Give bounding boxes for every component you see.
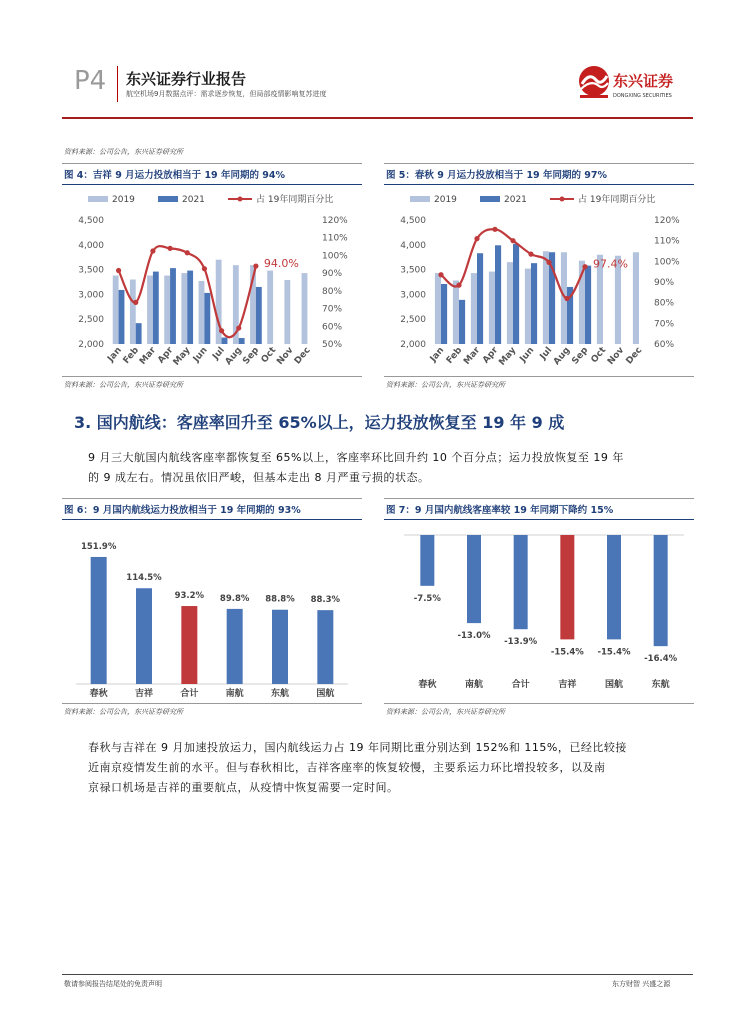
data-label: 88.3% xyxy=(310,595,341,606)
left-tick-label: 2,000 xyxy=(400,340,426,350)
category-label: 国航 xyxy=(604,680,624,690)
legend-swatch-1 xyxy=(480,196,500,202)
bar-2019 xyxy=(164,276,170,344)
x-tick-label: Apr xyxy=(481,345,501,366)
x-tick-label: May xyxy=(497,345,519,368)
x-tick-label: Mar xyxy=(138,345,159,367)
fig6-top-rule xyxy=(62,498,362,499)
left-tick-label: 4,500 xyxy=(78,216,104,226)
left-tick-label: 3,500 xyxy=(78,265,104,276)
bar-2019 xyxy=(543,251,549,344)
pct-annotation: 97.4% xyxy=(593,257,628,271)
bar-2019 xyxy=(181,273,187,344)
right-tick-label: 100% xyxy=(654,257,680,268)
data-label: -15.4% xyxy=(597,647,631,658)
category-label: 东航 xyxy=(270,689,290,699)
pct-point xyxy=(582,264,587,269)
category-label: 南航 xyxy=(225,689,244,699)
x-tick-label: Dec xyxy=(292,345,313,367)
data-label: 93.2% xyxy=(174,591,205,602)
bar-2019 xyxy=(302,273,308,344)
fig4-source: 资料来源：公司公告，东兴证券研究所 xyxy=(64,381,183,389)
bar-2019 xyxy=(471,273,477,344)
right-tick-label: 60% xyxy=(654,340,675,350)
right-tick-label: 120% xyxy=(654,216,680,226)
fig7-bottom-rule xyxy=(384,703,694,704)
bar-2019 xyxy=(130,280,136,344)
category-label: 南航 xyxy=(464,680,484,690)
pct-point xyxy=(133,300,138,305)
bar-2021 xyxy=(441,284,447,344)
x-tick-label: Feb xyxy=(444,345,465,366)
left-tick-label: 3,500 xyxy=(400,265,426,276)
data-label: 89.8% xyxy=(219,593,250,604)
x-tick-label: Apr xyxy=(156,345,176,366)
left-tick-label: 4,000 xyxy=(400,240,426,251)
bar-2021 xyxy=(204,293,210,344)
legend-label-2: 占 19年同期百分比 xyxy=(578,195,656,205)
x-tick-label: Nov xyxy=(606,345,627,367)
x-tick-label: Jul xyxy=(538,345,555,362)
legend-marker xyxy=(560,197,565,202)
bar xyxy=(560,535,574,639)
header-rule xyxy=(62,117,693,119)
data-label: -15.4% xyxy=(550,647,584,658)
fig7-chart xyxy=(384,522,694,702)
legend-marker xyxy=(238,197,243,202)
fig5-bottom-rule xyxy=(384,376,694,377)
x-tick-label: Mar xyxy=(462,345,483,367)
company-logo xyxy=(575,64,695,104)
fig4-chart xyxy=(62,188,362,374)
fig7-title-rule xyxy=(384,519,694,520)
bar-2019 xyxy=(267,271,273,344)
category-label: 春秋 xyxy=(418,680,437,690)
bar-2021 xyxy=(170,268,176,344)
report-subtitle: 航空机场9月数据点评：需求逐步恢复，但局部疫情影响复苏进度 xyxy=(126,90,327,98)
bar xyxy=(136,588,152,684)
bar-2019 xyxy=(199,281,205,344)
right-tick-label: 90% xyxy=(654,278,675,288)
pct-point xyxy=(202,266,207,271)
paragraph-2-line-1: 春秋与吉祥在 9 月加速投放运力，国内航线运力占 19 年同期比重分别达到 152%和 115%，已经比较接 xyxy=(88,741,627,754)
category-label: 合计 xyxy=(180,689,199,699)
fig4-title-rule xyxy=(62,184,362,185)
page-number: P4 xyxy=(74,66,107,96)
legend-label-1: 2021 xyxy=(182,195,205,205)
left-tick-label: 4,000 xyxy=(78,240,104,251)
bar xyxy=(91,557,107,684)
bar-2021 xyxy=(531,263,537,344)
legend-swatch-0 xyxy=(88,196,108,202)
top-source: 资料来源：公司公告，东兴证券研究所 xyxy=(64,148,183,156)
legend-swatch-0 xyxy=(410,196,430,202)
fig6-title: 图 6：9 月国内航线运力投放相当于 19 年同期的 93% xyxy=(64,505,301,516)
fig5-title-rule xyxy=(384,184,694,185)
bar-2019 xyxy=(147,276,153,344)
bar-2021 xyxy=(477,253,483,344)
data-label: 151.9% xyxy=(80,541,117,552)
fig4-title: 图 4：吉祥 9 月运力投放相当于 19 年同期的 94% xyxy=(64,170,286,181)
x-tick-label: Aug xyxy=(551,345,573,368)
legend-label-1: 2021 xyxy=(504,195,527,205)
legend-swatch-1 xyxy=(158,196,178,202)
paragraph-2-line-2: 近南京疫情发生前的水平。但与春秋相比，吉祥客座率的恢复较慢，主要系运力环比增投较多，以及南 xyxy=(88,761,606,774)
bar xyxy=(317,610,333,684)
bar-2019 xyxy=(525,269,531,344)
bar-2021 xyxy=(585,266,591,344)
bar xyxy=(272,610,288,684)
pct-point xyxy=(456,283,461,288)
x-tick-label: Jun xyxy=(518,345,537,365)
category-label: 春秋 xyxy=(89,689,108,699)
paragraph-1-line-1: 9 月三大航国内航线客座率都恢复至 65%以上，客座率环比回升约 10 个百分点；运力投放恢复至 19 年 xyxy=(88,451,624,464)
fig5-source: 资料来源：公司公告，东兴证券研究所 xyxy=(386,381,505,389)
bar-2019 xyxy=(113,276,119,344)
data-label: -13.9% xyxy=(504,637,538,648)
right-tick-label: 80% xyxy=(322,286,343,297)
data-label: -7.5% xyxy=(413,593,441,604)
legend-label-0: 2019 xyxy=(112,195,135,205)
footer-rule xyxy=(62,974,693,975)
fig7-title: 图 7：9 月国内航线客座率较 19 年同期下降约 15% xyxy=(386,505,614,516)
category-label: 国航 xyxy=(316,689,335,699)
fig6-title-rule xyxy=(62,519,362,520)
x-tick-label: Nov xyxy=(275,345,296,367)
bar-2021 xyxy=(153,272,159,344)
header-divider xyxy=(117,66,118,102)
pct-point xyxy=(116,268,121,273)
bar-2021 xyxy=(459,300,465,344)
logo-text-en: DONGXING SECURITIES xyxy=(613,93,672,99)
fig4-bottom-rule xyxy=(62,376,362,377)
bar-2019 xyxy=(489,272,495,344)
pct-point xyxy=(219,328,224,333)
category-label: 吉祥 xyxy=(134,689,154,699)
bar-2019 xyxy=(633,252,639,344)
footer-slogan: 东方财智 兴盛之源 xyxy=(612,980,671,988)
paragraph-2-line-3: 京禄口机场是吉祥的重要航点，从疫情中恢复需要一定时间。 xyxy=(88,781,399,794)
right-tick-label: 110% xyxy=(654,236,680,247)
pct-point xyxy=(150,248,155,253)
right-tick-label: 70% xyxy=(654,319,675,330)
bar xyxy=(514,535,528,629)
logo-text-cn: 东兴证券 xyxy=(613,72,674,90)
x-tick-label: Oct xyxy=(589,345,609,366)
x-tick-label: Feb xyxy=(121,345,142,366)
pct-point xyxy=(510,238,515,243)
pct-point xyxy=(474,236,479,241)
x-tick-label: Sep xyxy=(570,345,591,367)
bar xyxy=(181,606,197,684)
bar xyxy=(227,609,243,684)
fig5-top-rule xyxy=(384,163,694,164)
bar-2021 xyxy=(136,323,142,344)
pct-annotation: 94.0% xyxy=(263,257,299,271)
bar-2021 xyxy=(495,245,501,344)
right-tick-label: 50% xyxy=(322,340,343,350)
pct-point xyxy=(564,296,569,301)
x-tick-label: Jul xyxy=(210,345,227,362)
right-tick-label: 90% xyxy=(322,269,343,280)
fig6-bottom-rule xyxy=(62,703,362,704)
pct-point xyxy=(253,263,258,268)
x-tick-label: Aug xyxy=(223,345,245,368)
pct-point xyxy=(438,272,443,277)
bar xyxy=(654,535,668,646)
bar-2021 xyxy=(222,338,228,344)
category-label: 吉祥 xyxy=(558,680,577,690)
logo-mark-icon xyxy=(579,66,609,98)
report-title: 东兴证券行业报告 xyxy=(126,70,247,88)
bar-2021 xyxy=(187,271,193,344)
right-tick-label: 80% xyxy=(654,298,675,309)
bar xyxy=(467,535,481,623)
pct-point xyxy=(546,260,551,265)
footer-disclaimer: 敬请参阅报告结尾处的免责声明 xyxy=(64,980,162,988)
category-label: 合计 xyxy=(511,680,530,690)
pct-point xyxy=(492,227,497,232)
pct-point xyxy=(236,325,241,330)
right-tick-label: 110% xyxy=(322,233,348,244)
category-label: 东航 xyxy=(651,680,670,690)
bar-2021 xyxy=(513,244,519,344)
fig7-source: 资料来源：公司公告，东兴证券研究所 xyxy=(386,708,505,716)
bar-2021 xyxy=(239,338,245,344)
paragraph-1-line-2: 的 9 成左右。情况虽依旧严峻，但基本走出 8 月严重亏损的状态。 xyxy=(88,471,430,484)
fig4-top-rule xyxy=(62,163,362,164)
data-label: -13.0% xyxy=(457,631,491,642)
x-tick-label: Oct xyxy=(259,345,279,366)
x-tick-label: Dec xyxy=(624,345,645,367)
left-tick-label: 3,000 xyxy=(78,290,104,301)
x-tick-label: Jun xyxy=(191,345,210,365)
data-label: 114.5% xyxy=(126,573,162,584)
left-tick-label: 2,000 xyxy=(78,340,104,350)
fig6-chart xyxy=(62,522,362,702)
left-tick-label: 4,500 xyxy=(400,216,426,226)
bar xyxy=(420,535,434,586)
left-tick-label: 3,000 xyxy=(400,290,426,301)
x-tick-label: Jan xyxy=(106,345,124,365)
right-tick-label: 120% xyxy=(322,216,348,226)
left-tick-label: 2,500 xyxy=(400,315,426,326)
bar xyxy=(607,535,621,639)
data-label: -16.4% xyxy=(644,654,678,665)
x-tick-label: Sep xyxy=(241,345,262,367)
legend-label-0: 2019 xyxy=(434,195,457,205)
x-tick-label: May xyxy=(171,345,193,368)
pct-point xyxy=(167,246,172,251)
data-label: 88.8% xyxy=(265,594,295,605)
pct-point xyxy=(185,250,190,255)
legend-label-2: 占 19年同期百分比 xyxy=(256,195,334,205)
left-tick-label: 2,500 xyxy=(78,315,104,326)
fig5-chart xyxy=(384,188,694,374)
fig7-top-rule xyxy=(384,498,694,499)
fig5-title: 图 5：春秋 9 月运力投放相当于 19 年同期的 97% xyxy=(386,170,608,181)
bar-2019 xyxy=(284,280,290,344)
bar-2019 xyxy=(453,281,459,344)
fig6-source: 资料来源：公司公告，东兴证券研究所 xyxy=(64,708,183,716)
pct-point xyxy=(528,252,533,257)
section-title: 3. 国内航线：客座率回升至 65%以上，运力投放恢复至 19 年 9 成 xyxy=(74,413,565,432)
bar-2019 xyxy=(507,262,513,344)
bar-2021 xyxy=(256,287,262,344)
right-tick-label: 70% xyxy=(322,304,343,315)
right-tick-label: 60% xyxy=(322,322,343,333)
bar-2021 xyxy=(119,290,125,344)
bar-2019 xyxy=(435,273,441,344)
x-tick-label: Jan xyxy=(428,345,447,365)
right-tick-label: 100% xyxy=(322,251,348,262)
